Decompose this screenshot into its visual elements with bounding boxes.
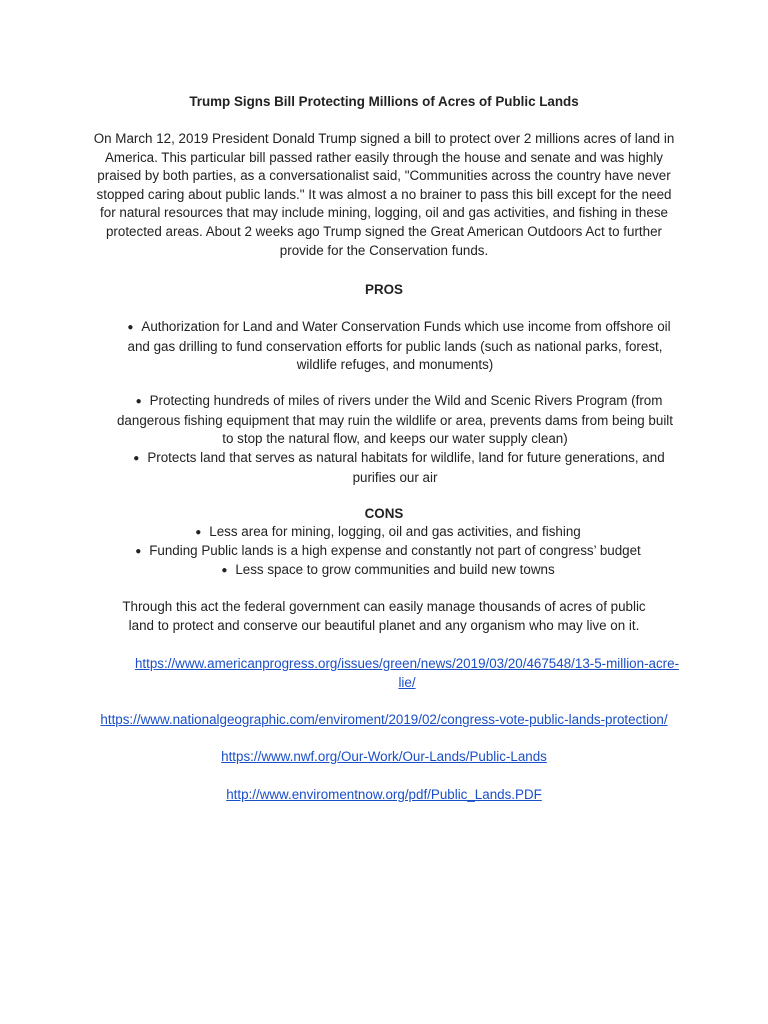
pros-list-item xyxy=(112,449,678,487)
bullet-icon: ● xyxy=(195,527,202,538)
cons-list-item xyxy=(0,542,768,562)
bullet-icon: ● xyxy=(221,565,228,576)
bullet-icon: ● xyxy=(127,322,134,333)
cons-item-text: Less area for mining, logging, oil and gas activities, and fishing xyxy=(209,524,581,539)
cons-heading: CONS xyxy=(364,506,404,521)
pros-item-text: Protects land that serves as natural habitats for wildlife, land for future generations, and purifies our air xyxy=(147,450,665,485)
bullet-icon: ● xyxy=(135,396,142,407)
cons-item-text: Funding Public lands is a high expense and constantly not part of congress’ budget xyxy=(149,543,641,558)
source-link[interactable]: http://www.enviromentnow.org/pdf/Public_Lands.PDF xyxy=(226,787,542,802)
document-title: Trump Signs Bill Protecting Millions of Acres of Public Lands xyxy=(189,94,579,109)
intro-paragraph: On March 12, 2019 President Donald Trump signed a bill to protect over 2 millions acres of land in America. This particular bill passed rather easily through the house and senate and was highly praised by both parties, as a conversationalist said, "Communities across the country have never stopped caring about public lands." It was almost a no brainer to pass this bill except for the need for natural resources that may include mining, logging, oil and gas activities, and fishing in these protected areas. About 2 weeks ago Trump signed the Great American Outdoors Act to further provide for the Conservation funds. xyxy=(93,131,675,258)
conclusion-paragraph: Through this act the federal government can easily manage thousands of acres of public land to protect and conserve our beautiful planet and any organism who may live on it. xyxy=(122,599,646,633)
source-link[interactable]: https://www.nwf.org/Our-Work/Our-Lands/Public-Lands xyxy=(221,749,547,764)
pros-list-item xyxy=(112,318,678,375)
bullet-icon: ● xyxy=(133,453,140,464)
cons-item-text: Less space to grow communities and build new towns xyxy=(235,562,555,577)
pros-list-item xyxy=(112,392,678,449)
pros-item-text: Protecting hundreds of miles of rivers under the Wild and Scenic Rivers Program (from dangerous fishing equipment that may ruin the wildlife or area, prevents dams from being built to stop the natural flow, and keeps our water supply clean) xyxy=(116,393,673,447)
pros-item-text: Authorization for Land and Water Conservation Funds which use income from offshore oil and gas drilling to fund conservation efforts for public lands (such as national parks, forest, wildlife refuges, and monuments) xyxy=(127,319,671,373)
source-link[interactable]: https://www.americanprogress.org/issues/green/news/2019/03/20/467548/13-5-million-acre-lie/ xyxy=(134,656,680,690)
cons-list-item xyxy=(0,523,768,543)
bullet-icon: ● xyxy=(135,546,142,557)
cons-list-item xyxy=(0,561,768,581)
pros-heading: PROS xyxy=(365,282,403,297)
source-link[interactable]: https://www.nationalgeographic.com/enviroment/2019/02/congress-vote-public-lands-protection/ xyxy=(100,712,668,727)
